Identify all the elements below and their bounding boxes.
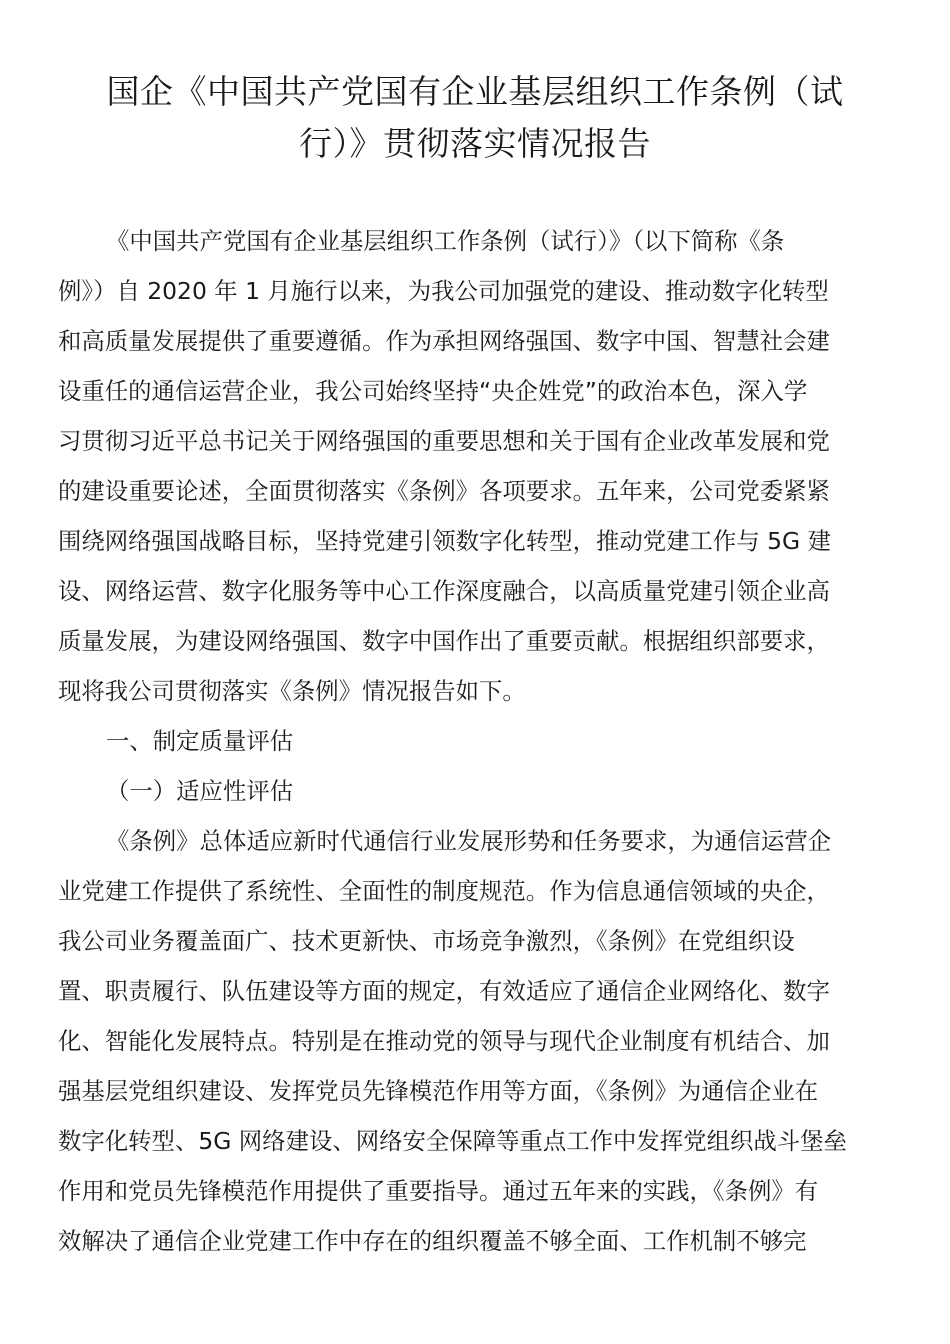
document-title <box>0 66 950 170</box>
paragraph-line: 作用和党员先锋模范作用提供了重要指导。通过五年来的实践，《条例》有 <box>58 1177 819 1205</box>
document-body <box>58 216 892 1266</box>
paragraph-line: 置、职责履行、队伍建设等方面的规定，有效适应了通信企业网络化、数字 <box>58 977 830 1005</box>
paragraph-line: 业党建工作提供了系统性、全面性的制度规范。作为信息通信领域的央企， <box>58 877 830 905</box>
paragraph-line: 例》）自 2020 年 1 月施行以来，为我公司加强党的建设、推动数字化转型 <box>58 277 829 305</box>
section-heading: 一、制定质量评估 <box>106 727 294 755</box>
paragraph-line: 现将我公司贯彻落实《条例》情况报告如下。 <box>58 677 526 705</box>
paragraph-line: 强基层党组织建设、发挥党员先锋模范作用等方面，《条例》为通信企业在 <box>58 1077 819 1105</box>
subsection-heading: （一）适应性评估 <box>106 777 294 805</box>
paragraph-line: 围绕网络强国战略目标，坚持党建引领数字化转型，推动党建工作与 5G 建 <box>58 527 831 555</box>
title-line-1: 国企《中国共产党国有企业基层组织工作条例（试 <box>106 72 844 111</box>
paragraph-line: 我公司业务覆盖面广、技术更新快、市场竞争激烈，《条例》在党组织设 <box>58 927 795 955</box>
paragraph-line: 质量发展，为建设网络强国、数字中国作出了重要贡献。根据组织部要求， <box>58 627 830 655</box>
paragraph-line: 习贯彻习近平总书记关于网络强国的重要思想和关于国有企业改革发展和党 <box>58 427 830 455</box>
paragraph-line: 设重任的通信运营企业，我公司始终坚持“央企姓党”的政治本色，深入学 <box>58 377 808 405</box>
paragraph-line: 设、网络运营、数字化服务等中心工作深度融合，以高质量党建引领企业高 <box>58 577 830 605</box>
paragraph-line: 和高质量发展提供了重要遵循。作为承担网络强国、数字中国、智慧社会建 <box>58 327 830 355</box>
paragraph-line: 化、智能化发展特点。特别是在推动党的领导与现代企业制度有机结合、加 <box>58 1027 830 1055</box>
paragraph-line: 数字化转型、5G 网络建设、网络安全保障等重点工作中发挥党组织战斗堡垒 <box>58 1127 847 1155</box>
paragraph-line: 效解决了通信企业党建工作中存在的组织覆盖不够全面、工作机制不够完 <box>58 1227 807 1255</box>
paragraph-line: 《中国共产党国有企业基层组织工作条例（试行）》（以下简称《条 <box>106 227 785 255</box>
paragraph-line: 的建设重要论述，全面贯彻落实《条例》各项要求。五年来，公司党委紧紧 <box>58 477 830 505</box>
title-line-2: 行）》贯彻落实情况报告 <box>299 124 651 163</box>
paragraph-line: 《条例》总体适应新时代通信行业发展形势和任务要求，为通信运营企 <box>106 827 832 855</box>
